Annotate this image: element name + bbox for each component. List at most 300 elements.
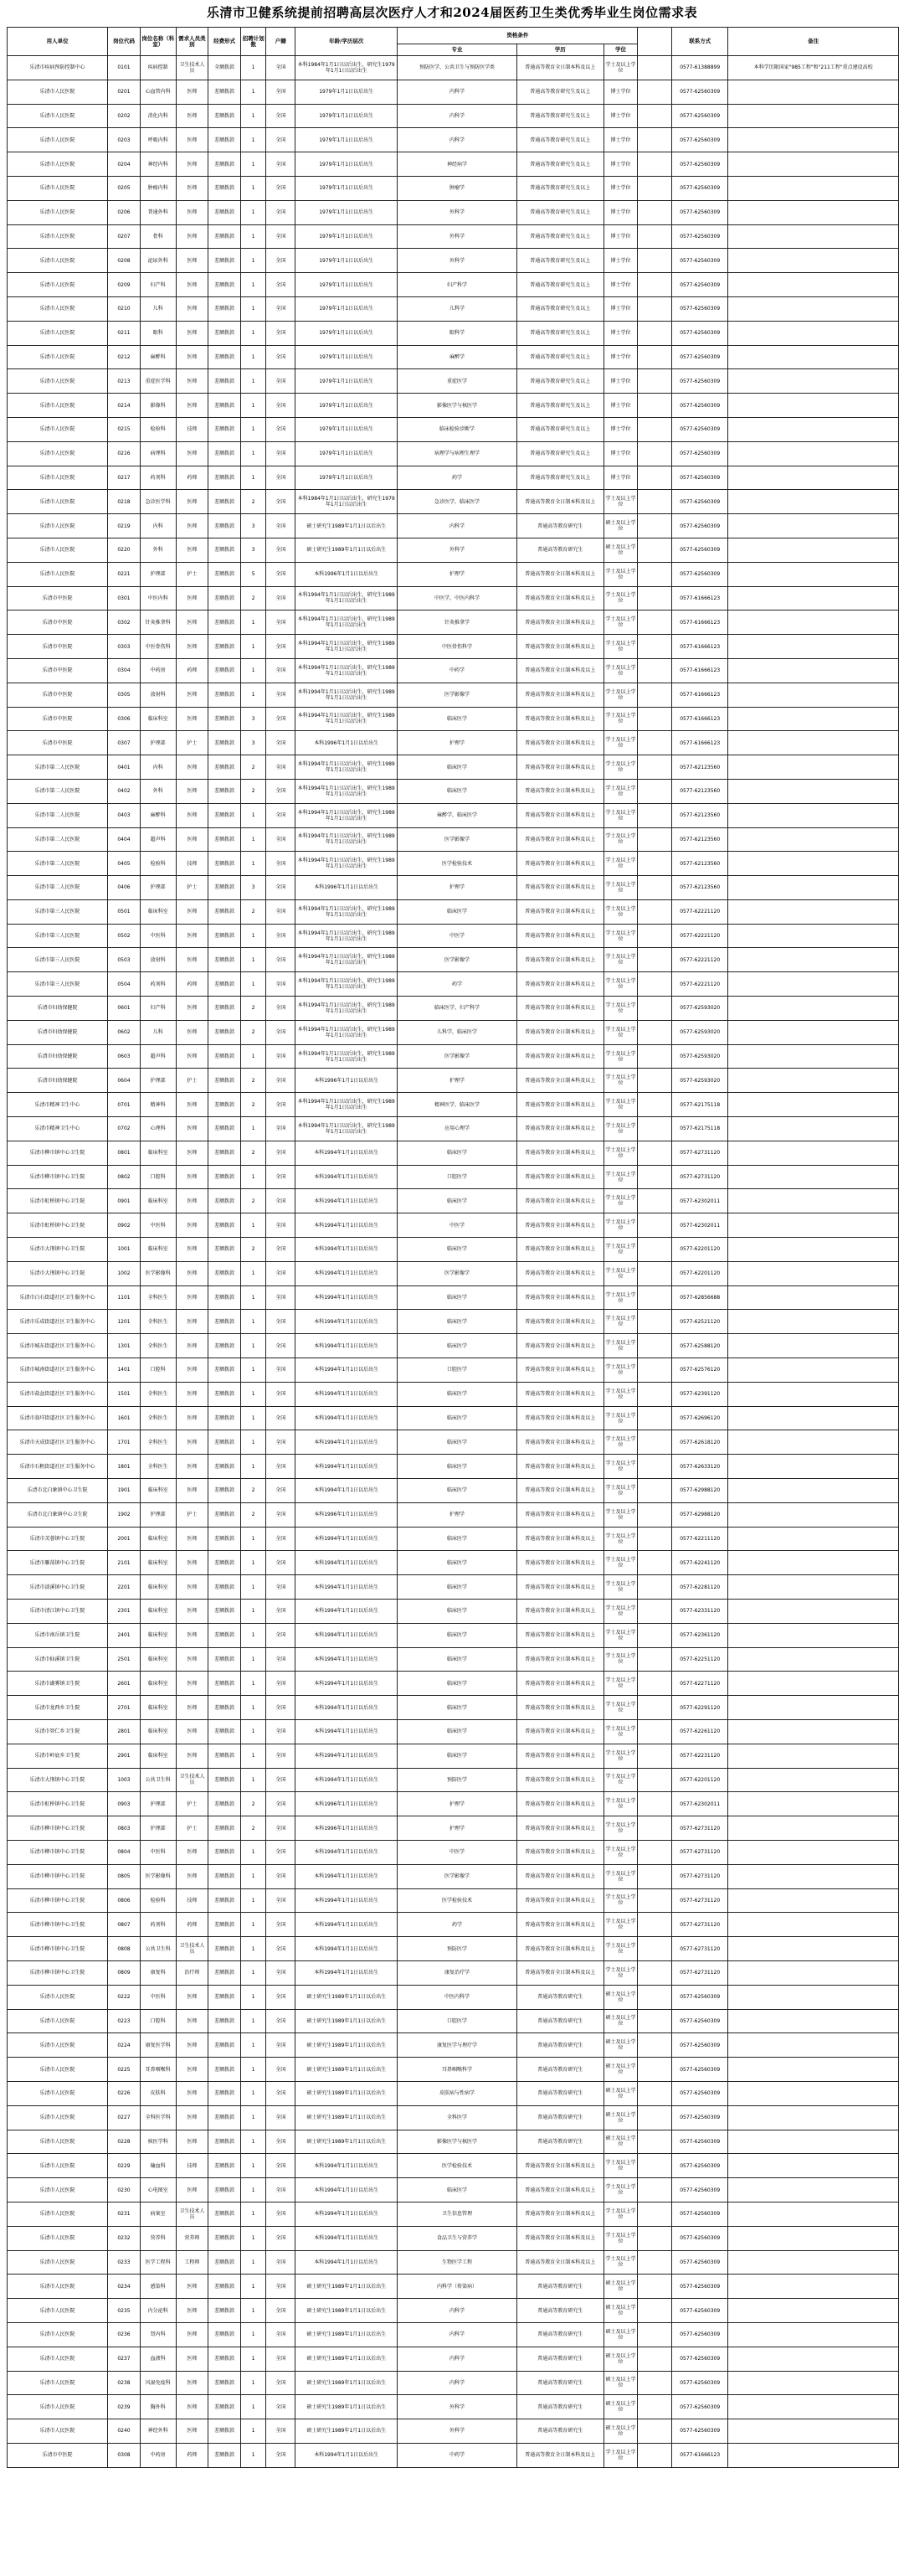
cell-domicile: 全国 <box>266 152 295 177</box>
cell-major: 护理学 <box>398 1816 517 1841</box>
cell-spacer <box>638 1575 672 1600</box>
cell-position: 护理部 <box>140 876 176 900</box>
cell-major: 肿瘤学 <box>398 176 517 200</box>
cell-spacer <box>638 1165 672 1189</box>
cell-major: 眼科学 <box>398 321 517 345</box>
cell-nature: 差额拨款 <box>208 1672 241 1696</box>
cell-unit: 乐清市北白象镇中心卫生院 <box>8 1479 108 1503</box>
cell-degree: 学士及以上学位 <box>604 1479 638 1503</box>
cell-degree: 学士及以上学位 <box>604 1455 638 1479</box>
cell-spacer <box>638 2395 672 2419</box>
cell-unit: 乐清市盐盆街道社区卫生服务中心 <box>8 1382 108 1406</box>
cell-count: 1 <box>240 345 266 369</box>
table-row <box>8 1430 899 1455</box>
cell-code: 0805 <box>108 1864 141 1888</box>
cell-nature: 差额拨款 <box>208 1768 241 1792</box>
cell-education: 普通高等教育研究生及以上 <box>516 249 604 273</box>
cell-domicile: 全国 <box>266 1864 295 1888</box>
cell-major: 临床医学 <box>398 1455 517 1479</box>
cell-domicile: 全国 <box>266 1238 295 1262</box>
table-row <box>8 899 899 924</box>
cell-remark <box>728 466 899 490</box>
cell-code: 0203 <box>108 128 141 152</box>
cell-nature: 差额拨款 <box>208 1551 241 1575</box>
cell-age-edu: 1979年1月1日以后出生 <box>295 128 398 152</box>
cell-needs: 技师 <box>176 852 208 876</box>
cell-position: 临床科室 <box>140 1696 176 1720</box>
cell-degree: 博士学位 <box>604 128 638 152</box>
cell-contact: 0577-62560309 <box>672 2154 728 2178</box>
cell-nature: 差额拨款 <box>208 2033 241 2058</box>
cell-degree: 学士及以上学位 <box>604 635 638 659</box>
cell-position: 临床科室 <box>140 1744 176 1768</box>
cell-remark <box>728 1744 899 1768</box>
cell-remark <box>728 1985 899 2009</box>
cell-education: 普通高等教育全日制本科及以上 <box>516 1527 604 1551</box>
cell-code: 0228 <box>108 2130 141 2154</box>
cell-degree: 学士及以上学位 <box>604 1165 638 1189</box>
cell-education: 普通高等教育研究生 <box>516 2275 604 2299</box>
table-row <box>8 1816 899 1841</box>
cell-unit: 乐清市柳市镇中心卫生院 <box>8 1937 108 1961</box>
cell-unit: 乐清市人民医院 <box>8 2081 108 2105</box>
cell-major: 医学影像学 <box>398 683 517 707</box>
table-row <box>8 1744 899 1768</box>
cell-education: 普通高等教育全日制本科及以上 <box>516 972 604 997</box>
cell-domicile: 全国 <box>266 1382 295 1406</box>
cell-nature: 差额拨款 <box>208 1285 241 1310</box>
cell-unit: 乐清市第二人民医院 <box>8 755 108 780</box>
cell-unit: 乐清市第三人民医院 <box>8 899 108 924</box>
cell-count: 2 <box>240 1479 266 1503</box>
cell-major: 医学影像学 <box>398 1261 517 1285</box>
cell-unit: 乐清市人民医院 <box>8 2371 108 2395</box>
cell-education: 普通高等教育全日制本科及以上 <box>516 1647 604 1672</box>
cell-remark <box>728 1238 899 1262</box>
cell-spacer <box>638 1455 672 1479</box>
cell-remark <box>728 1358 899 1383</box>
cell-major: 临床医学 <box>398 1600 517 1624</box>
cell-code: 0221 <box>108 562 141 586</box>
cell-contact: 0577-62560309 <box>672 2058 728 2082</box>
cell-contact: 0577-62560309 <box>672 394 728 418</box>
cell-domicile: 全国 <box>266 56 295 80</box>
cell-count: 3 <box>240 514 266 538</box>
cell-nature: 差额拨款 <box>208 128 241 152</box>
cell-spacer <box>638 56 672 80</box>
table-row <box>8 586 899 611</box>
cell-age-edu: 1979年1月1日以后出生 <box>295 321 398 345</box>
cell-contact: 0577-62123560 <box>672 852 728 876</box>
cell-degree: 学士及以上学位 <box>604 1285 638 1310</box>
position-table <box>7 27 899 2468</box>
cell-spacer <box>638 586 672 611</box>
cell-count: 1 <box>240 369 266 394</box>
cell-degree: 学士及以上学位 <box>604 948 638 972</box>
cell-degree: 学士及以上学位 <box>604 1792 638 1816</box>
cell-degree: 硕士及以上学位 <box>604 2058 638 2082</box>
cell-needs: 护士 <box>176 1502 208 1527</box>
cell-unit: 乐清市妇幼保健院 <box>8 1020 108 1044</box>
cell-contact: 0577-62560309 <box>672 2419 728 2444</box>
cell-age-edu: 本科1994年1月1日以后出生 <box>295 1213 398 1238</box>
cell-unit: 乐清市第二人民医院 <box>8 803 108 827</box>
cell-nature: 差额拨款 <box>208 899 241 924</box>
cell-count: 1 <box>240 1455 266 1479</box>
cell-age-edu: 本科1994年1月1日以后出生 <box>295 1647 398 1672</box>
cell-age-edu: 本科1994年1月1日以后出生，研究生1989年1月1日以后出生 <box>295 1020 398 1044</box>
cell-education: 普通高等教育全日制本科及以上 <box>516 1406 604 1430</box>
table-row <box>8 369 899 394</box>
cell-major: 临床检验诊断学 <box>398 417 517 441</box>
cell-count: 1 <box>240 658 266 683</box>
cell-degree: 硕士及以上学位 <box>604 2275 638 2299</box>
cell-count: 1 <box>240 176 266 200</box>
cell-remark <box>728 1551 899 1575</box>
cell-degree: 博士学位 <box>604 321 638 345</box>
cell-code: 0305 <box>108 683 141 707</box>
table-row <box>8 635 899 659</box>
cell-nature: 差额拨款 <box>208 1213 241 1238</box>
cell-contact: 0577-62560309 <box>672 2395 728 2419</box>
cell-needs: 医师 <box>176 1985 208 2009</box>
cell-code: 0238 <box>108 2371 141 2395</box>
cell-age-edu: 本科1984年1月1日以后出生，研究生1979年1月1日以后出生 <box>295 56 398 80</box>
cell-nature: 差额拨款 <box>208 1020 241 1044</box>
cell-position: 泌尿外科 <box>140 249 176 273</box>
cell-contact: 0577-62560309 <box>672 2347 728 2371</box>
cell-spacer <box>638 1141 672 1165</box>
cell-domicile: 全国 <box>266 1044 295 1069</box>
cell-code: 0806 <box>108 1888 141 1913</box>
cell-contact: 0577-62560309 <box>672 2250 728 2275</box>
cell-major: 内科学（传染病） <box>398 2275 517 2299</box>
cell-remark <box>728 2105 899 2130</box>
cell-position: 药剂科 <box>140 466 176 490</box>
cell-code: 0231 <box>108 2202 141 2226</box>
cell-degree: 博士学位 <box>604 200 638 224</box>
cell-education: 普通高等教育全日制本科及以上 <box>516 562 604 586</box>
cell-position: 口腔科 <box>140 2009 176 2033</box>
cell-spacer <box>638 1600 672 1624</box>
cell-unit: 乐清市湖雾镇卫生院 <box>8 1672 108 1696</box>
cell-remark <box>728 321 899 345</box>
cell-position: 精神科 <box>140 1093 176 1117</box>
cell-code: 2201 <box>108 1575 141 1600</box>
cell-major: 内科学 <box>398 2299 517 2323</box>
table-row <box>8 611 899 635</box>
header-conditions: 资格条件 <box>398 28 638 44</box>
table-row <box>8 683 899 707</box>
cell-code: 2701 <box>108 1696 141 1720</box>
cell-degree: 学士及以上学位 <box>604 1213 638 1238</box>
cell-code: 0601 <box>108 997 141 1021</box>
cell-nature: 差额拨款 <box>208 755 241 780</box>
cell-nature: 差额拨款 <box>208 611 241 635</box>
cell-remark <box>728 1285 899 1310</box>
cell-major: 临床医学 <box>398 1285 517 1310</box>
cell-domicile: 全国 <box>266 345 295 369</box>
cell-age-edu: 1979年1月1日以后出生 <box>295 273 398 297</box>
cell-contact: 0577-62633120 <box>672 1455 728 1479</box>
cell-education: 普通高等教育研究生 <box>516 2419 604 2444</box>
cell-major: 临床医学 <box>398 1744 517 1768</box>
cell-contact: 0577-62560309 <box>672 2226 728 2250</box>
cell-count: 1 <box>240 104 266 128</box>
cell-spacer <box>638 803 672 827</box>
cell-degree: 学士及以上学位 <box>604 1261 638 1285</box>
cell-degree: 学士及以上学位 <box>604 1696 638 1720</box>
cell-major: 临床医学 <box>398 1334 517 1358</box>
cell-needs: 医师 <box>176 899 208 924</box>
cell-unit: 乐清市人民医院 <box>8 2275 108 2299</box>
cell-degree: 硕士及以上学位 <box>604 2299 638 2323</box>
cell-position: 营养科 <box>140 2226 176 2250</box>
cell-education: 普通高等教育全日制本科及以上 <box>516 827 604 852</box>
cell-domicile: 全国 <box>266 1913 295 1937</box>
cell-remark <box>728 2419 899 2444</box>
cell-remark <box>728 490 899 514</box>
cell-age-edu: 本科1994年1月1日以后出生 <box>295 1141 398 1165</box>
table-row <box>8 1238 899 1262</box>
cell-domicile: 全国 <box>266 2009 295 2033</box>
cell-code: 1002 <box>108 1261 141 1285</box>
cell-count: 1 <box>240 2033 266 2058</box>
cell-degree: 学士及以上学位 <box>604 779 638 803</box>
cell-contact: 0577-62731120 <box>672 1165 728 1189</box>
cell-code: 0306 <box>108 707 141 731</box>
cell-degree: 博士学位 <box>604 394 638 418</box>
cell-domicile: 全国 <box>266 2202 295 2226</box>
cell-domicile: 全国 <box>266 586 295 611</box>
cell-remark <box>728 2058 899 2082</box>
cell-degree: 学士及以上学位 <box>604 490 638 514</box>
cell-domicile: 全国 <box>266 1334 295 1358</box>
cell-count: 1 <box>240 2105 266 2130</box>
cell-major: 临床医学，妇产科学 <box>398 997 517 1021</box>
cell-domicile: 全国 <box>266 611 295 635</box>
cell-unit: 乐清市石帆街道社区卫生服务中心 <box>8 1455 108 1479</box>
cell-education: 普通高等教育研究生 <box>516 2395 604 2419</box>
cell-contact: 0577-62221120 <box>672 899 728 924</box>
cell-domicile: 全国 <box>266 972 295 997</box>
cell-remark <box>728 417 899 441</box>
cell-needs: 医师 <box>176 1527 208 1551</box>
cell-contact: 0577-62560309 <box>672 80 728 104</box>
cell-domicile: 全国 <box>266 104 295 128</box>
cell-degree: 学士及以上学位 <box>604 1020 638 1044</box>
cell-remark <box>728 2395 899 2419</box>
cell-code: 0802 <box>108 1165 141 1189</box>
cell-count: 1 <box>240 635 266 659</box>
cell-position: 妇产科 <box>140 997 176 1021</box>
cell-education: 普通高等教育全日制本科及以上 <box>516 1744 604 1768</box>
cell-domicile: 全国 <box>266 1069 295 1093</box>
cell-needs: 医师 <box>176 296 208 321</box>
cell-spacer <box>638 1527 672 1551</box>
cell-nature: 差额拨款 <box>208 176 241 200</box>
cell-contact: 0577-62175118 <box>672 1093 728 1117</box>
cell-degree: 学士及以上学位 <box>604 2178 638 2202</box>
cell-count: 1 <box>240 2395 266 2419</box>
cell-domicile: 全国 <box>266 1479 295 1503</box>
cell-degree: 学士及以上学位 <box>604 924 638 948</box>
cell-position: 神经内科 <box>140 152 176 177</box>
cell-remark <box>728 273 899 297</box>
cell-age-edu: 本科1994年1月1日以后出生，研究生1989年1月1日以后出生 <box>295 755 398 780</box>
cell-spacer <box>638 2299 672 2323</box>
cell-code: 0218 <box>108 490 141 514</box>
cell-code: 0206 <box>108 200 141 224</box>
cell-spacer <box>638 1334 672 1358</box>
table-row <box>8 2443 899 2467</box>
cell-remark <box>728 249 899 273</box>
cell-major: 临床医学 <box>398 1527 517 1551</box>
table-row <box>8 224 899 249</box>
cell-position: 临床科室 <box>140 1479 176 1503</box>
cell-position: 临床科室 <box>140 1527 176 1551</box>
cell-needs: 医师 <box>176 394 208 418</box>
cell-position: 全科医生 <box>140 1455 176 1479</box>
cell-needs: 医师 <box>176 1141 208 1165</box>
cell-education: 普通高等教育全日制本科及以上 <box>516 1888 604 1913</box>
cell-major: 临床医学 <box>398 899 517 924</box>
cell-contact: 0577-62302011 <box>672 1189 728 1213</box>
cell-degree: 学士及以上学位 <box>604 1647 638 1672</box>
cell-code: 0205 <box>108 176 141 200</box>
cell-age-edu: 本科1994年1月1日以后出生 <box>295 1719 398 1744</box>
cell-position: 麻醉科 <box>140 803 176 827</box>
cell-age-edu: 本科1994年1月1日以后出生 <box>295 2250 398 2275</box>
cell-needs: 医师 <box>176 1261 208 1285</box>
header-age-edu: 年龄/学历层次 <box>295 28 398 56</box>
cell-position: 病案室 <box>140 2202 176 2226</box>
cell-nature: 差额拨款 <box>208 1623 241 1647</box>
table-row <box>8 296 899 321</box>
cell-spacer <box>638 2033 672 2058</box>
cell-contact: 0577-62123560 <box>672 827 728 852</box>
cell-education: 普通高等教育研究生及以上 <box>516 466 604 490</box>
cell-major: 中医学 <box>398 924 517 948</box>
cell-degree: 硕士及以上学位 <box>604 1985 638 2009</box>
table-row <box>8 466 899 490</box>
cell-count: 1 <box>240 2226 266 2250</box>
table-row <box>8 490 899 514</box>
cell-age-edu: 本科1994年1月1日以后出生 <box>295 1165 398 1189</box>
cell-count: 1 <box>240 1310 266 1334</box>
cell-needs: 医师 <box>176 827 208 852</box>
cell-count: 1 <box>240 296 266 321</box>
cell-nature: 差额拨款 <box>208 490 241 514</box>
table-row <box>8 345 899 369</box>
header-domicile: 户籍 <box>266 28 295 56</box>
cell-domicile: 全国 <box>266 1551 295 1575</box>
cell-needs: 医师 <box>176 1623 208 1647</box>
cell-needs: 医师 <box>176 1189 208 1213</box>
cell-age-edu: 本科1994年1月1日以后出生 <box>295 1310 398 1334</box>
cell-needs: 医师 <box>176 152 208 177</box>
cell-position: 放射科 <box>140 683 176 707</box>
cell-code: 2101 <box>108 1551 141 1575</box>
cell-major: 医学影像学 <box>398 827 517 852</box>
cell-age-edu: 本科1994年1月1日以后出生 <box>295 1696 398 1720</box>
cell-major: 护理学 <box>398 1792 517 1816</box>
cell-age-edu: 本科1994年1月1日以后出生 <box>295 1551 398 1575</box>
cell-count: 1 <box>240 972 266 997</box>
cell-count: 1 <box>240 1575 266 1600</box>
cell-degree: 学士及以上学位 <box>604 1334 638 1358</box>
cell-count: 1 <box>240 1864 266 1888</box>
cell-needs: 医师 <box>176 538 208 562</box>
cell-age-edu: 本科1994年1月1日以后出生，研究生1989年1月1日以后出生 <box>295 972 398 997</box>
cell-major: 预防医学 <box>398 1768 517 1792</box>
cell-major: 康复医学与理疗学 <box>398 2033 517 2058</box>
cell-degree: 学士及以上学位 <box>604 852 638 876</box>
cell-contact: 0577-62123560 <box>672 803 728 827</box>
cell-nature: 差额拨款 <box>208 2058 241 2082</box>
cell-degree: 学士及以上学位 <box>604 1937 638 1961</box>
cell-education: 普通高等教育全日制本科及以上 <box>516 490 604 514</box>
cell-age-edu: 1979年1月1日以后出生 <box>295 80 398 104</box>
cell-remark <box>728 924 899 948</box>
cell-remark <box>728 611 899 635</box>
cell-code: 0236 <box>108 2322 141 2347</box>
cell-spacer <box>638 611 672 635</box>
cell-spacer <box>638 1672 672 1696</box>
cell-count: 2 <box>240 755 266 780</box>
cell-count: 1 <box>240 1334 266 1358</box>
cell-nature: 差额拨款 <box>208 948 241 972</box>
cell-degree: 学士及以上学位 <box>604 2154 638 2178</box>
cell-position: 检验科 <box>140 417 176 441</box>
cell-domicile: 全国 <box>266 1165 295 1189</box>
cell-major: 重症医学 <box>398 369 517 394</box>
cell-remark <box>728 1719 899 1744</box>
cell-count: 1 <box>240 924 266 948</box>
cell-spacer <box>638 1816 672 1841</box>
cell-age-edu: 本科1994年1月1日以后出生，研究生1989年1月1日以后出生 <box>295 1117 398 1141</box>
cell-major: 急诊医学，临床医学 <box>398 490 517 514</box>
cell-major: 医学检验技术 <box>398 1888 517 1913</box>
cell-needs: 医师 <box>176 273 208 297</box>
cell-remark <box>728 1213 899 1238</box>
cell-domicile: 全国 <box>266 441 295 466</box>
cell-remark <box>728 1455 899 1479</box>
cell-unit: 乐清市第三人民医院 <box>8 948 108 972</box>
cell-count: 1 <box>240 1551 266 1575</box>
cell-code: 2801 <box>108 1719 141 1744</box>
cell-spacer <box>638 899 672 924</box>
cell-degree: 学士及以上学位 <box>604 1406 638 1430</box>
cell-contact: 0577-62560309 <box>672 2130 728 2154</box>
cell-age-edu: 本科1994年1月1日以后出生 <box>295 1888 398 1913</box>
cell-contact: 0577-62593020 <box>672 997 728 1021</box>
cell-code: 0220 <box>108 538 141 562</box>
cell-major: 中药学 <box>398 658 517 683</box>
cell-age-edu: 1979年1月1日以后出生 <box>295 417 398 441</box>
cell-remark <box>728 2154 899 2178</box>
cell-position: 康复科 <box>140 1960 176 1985</box>
cell-spacer <box>638 1937 672 1961</box>
cell-nature: 差额拨款 <box>208 1455 241 1479</box>
cell-degree: 博士学位 <box>604 345 638 369</box>
cell-code: 0701 <box>108 1093 141 1117</box>
cell-code: 0230 <box>108 2178 141 2202</box>
cell-nature: 差额拨款 <box>208 296 241 321</box>
cell-position: 骨科 <box>140 224 176 249</box>
cell-major: 护理学 <box>398 1502 517 1527</box>
cell-major: 护理学 <box>398 562 517 586</box>
